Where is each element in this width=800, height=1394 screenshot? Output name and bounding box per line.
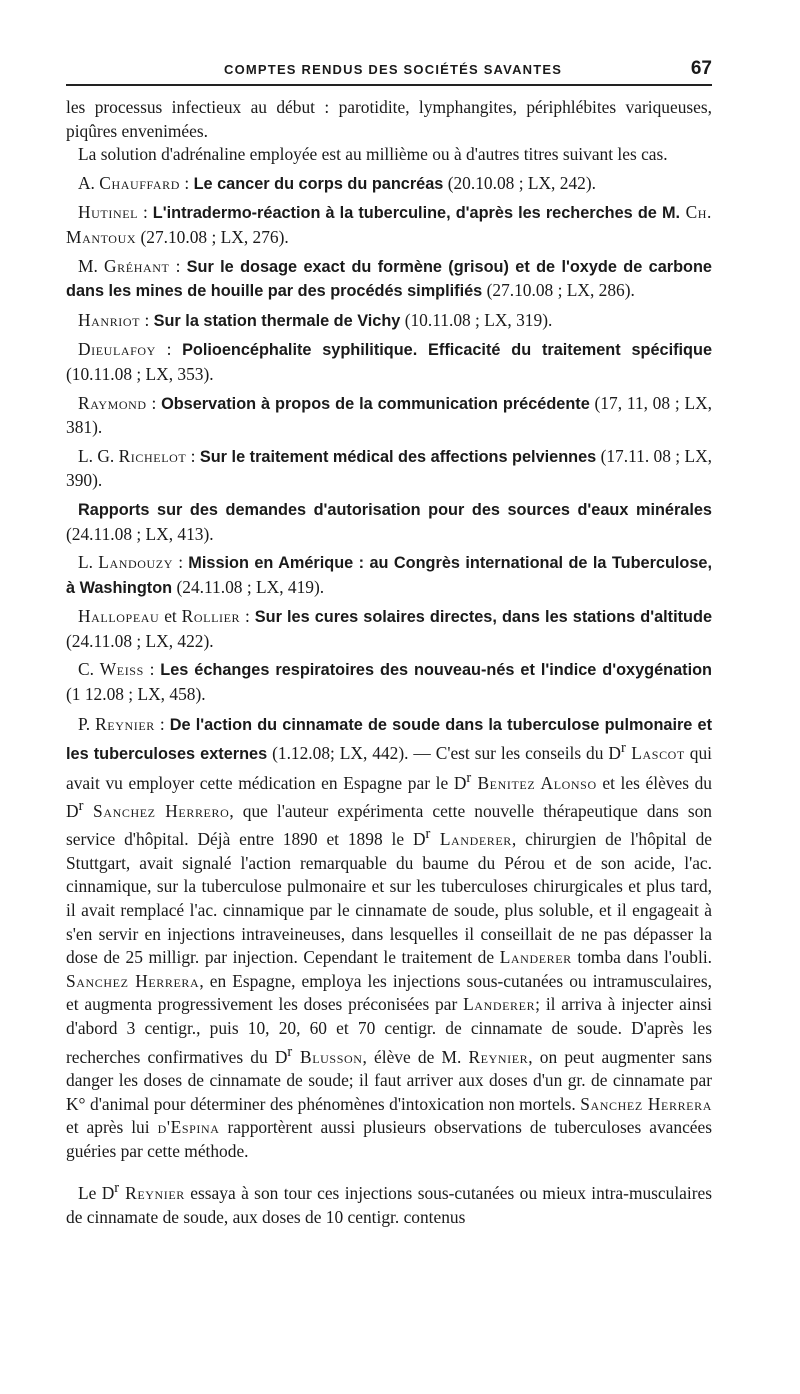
entry-title: Sur la station thermale de Vichy xyxy=(153,311,401,330)
sup: r xyxy=(620,740,626,757)
text: ; il arriva à injecter ainsi d'abord 3 centigr., puis 10, 20, 60 et 70 centigr. de cinnamate de soude. D'après les recherches confirmatives du D xyxy=(66,994,712,1067)
entry-mid: et xyxy=(159,606,182,627)
entry-ref: (24.11.08 ; LX, 413). xyxy=(66,523,214,544)
name: Lascot xyxy=(625,743,685,764)
entry-ref: (20.10.08 ; LX, 242). xyxy=(443,172,596,193)
text: , en Espagne, employa les injections sous-cutanées ou intramusculaires, et augmenta progressivement les doses préconisées par xyxy=(66,970,712,1015)
entry-item xyxy=(66,392,712,440)
entry-author: Gréhant xyxy=(104,255,170,276)
name: Sanchez Herrera xyxy=(66,970,200,991)
entry-sep: : xyxy=(140,309,154,330)
entry-ref: (10.11.08 ; LX, 319). xyxy=(400,309,553,330)
name: Benitez Alonso xyxy=(471,772,597,793)
entry-item xyxy=(66,255,712,304)
text: Le D xyxy=(78,1183,115,1204)
entry-sep: : xyxy=(240,606,255,627)
running-head: COMPTES RENDUS DES SOCIÉTÉS SAVANTES xyxy=(224,62,563,77)
text: , élève de M. xyxy=(362,1046,469,1067)
entry-ref: (1.12.08; LX, 442). xyxy=(267,743,409,764)
name: Reynier xyxy=(468,1046,529,1067)
entry-ref: (27.10.08 ; LX, 286). xyxy=(482,280,635,301)
sup: r xyxy=(78,798,84,815)
last-paragraph xyxy=(66,1177,712,1229)
entry-author: Chauffard xyxy=(99,172,181,193)
entry-author: Hallopeau xyxy=(78,606,160,627)
entry-item xyxy=(66,309,712,334)
entry-prefix: M. xyxy=(78,255,104,276)
entry-ref: (17.11. 08 ; LX, 390). xyxy=(66,445,713,491)
entry-sep: : xyxy=(138,202,153,223)
entry-title: Rapports sur des demandes d'autorisation pour des sources d'eaux minérales xyxy=(78,500,712,519)
name: d'Espina xyxy=(157,1117,220,1138)
entry-title: L'intradermo-réaction à la tuberculine, d'après les recherches de M. xyxy=(152,204,681,223)
entry-title: Sur le dosage exact du formène (grisou) et de l'oxyde de carbone dans les mines de houille par des procédés simplifiés xyxy=(66,257,712,301)
entry-author: Hutinel xyxy=(78,202,139,223)
entry-author: Hanriot xyxy=(78,309,141,330)
text: et après lui xyxy=(66,1117,158,1138)
entry-sep: : xyxy=(180,172,194,193)
name: Reynier xyxy=(119,1183,185,1204)
text: , que l'auteur expérimenta cette nouvelle thérapeutique dans son service d'hôpital. Déjà entre 1890 et 1898 le D xyxy=(66,800,712,850)
entry-ref: (24.11.08 ; LX, 419). xyxy=(172,576,325,597)
entry-item xyxy=(66,551,712,600)
entry-title: Le cancer du corps du pancréas xyxy=(193,174,444,193)
entry-author: Reynier xyxy=(95,713,155,734)
document-page xyxy=(66,40,712,1229)
text: essaya à son tour ces injections sous-cutanées ou mieux intra-musculaires de cinnamate de soude, aux doses de 10 centigr. contenus xyxy=(66,1183,713,1227)
entry-ref: (17, 11, 08 ; LX, 381). xyxy=(66,392,712,438)
entry-sep: : xyxy=(143,659,161,680)
entry-prefix: A. xyxy=(78,172,100,193)
entry-title: Observation à propos de la communication précédente xyxy=(161,394,590,413)
name: Landerer xyxy=(499,947,572,968)
entry-title: Sur les cures solaires directes, dans les stations d'altitude xyxy=(254,608,712,627)
entry-list xyxy=(66,172,712,707)
reynier-entry xyxy=(66,713,712,1164)
entry-item xyxy=(66,201,712,249)
entry-sep: : xyxy=(172,552,189,573)
entry-item xyxy=(66,445,712,493)
entry-author: Raymond xyxy=(78,392,147,413)
sup: r xyxy=(287,1043,293,1060)
text: qui avait vu employer cette médication en Espagne par le D xyxy=(66,743,713,793)
entry-prefix: P. xyxy=(78,713,96,734)
entry-title: Sur le traitement médical des affections pelviennes xyxy=(199,447,597,466)
entry-sep: : xyxy=(155,339,183,360)
text: — C'est sur les conseils du D xyxy=(408,743,621,764)
text: tomba dans l'oubli. xyxy=(571,947,712,968)
entry-item xyxy=(66,605,712,653)
intro-paragraph-2: La solution d'adrénaline employée est au millième ou à d'autres titres suivant les cas. xyxy=(78,144,668,165)
text: , chirurgien de l'hôpital de Stuttgart, avait signalé l'action remarquable du baume du Pérou et de son acide, l'ac. cinnamique, sur la tuberculose pulmonaire et sur les tuberculoses chirurgicales et plus tard, il avait remplacé l'ac. cinnamique par le cinnamate de soude, plus soluble, et il engageait à s'en servir en injections intraveineuses, dans lesquelles il conseillait de ne pas dépasser la dose de 25 milligr. par injection. Cependant le traitement de xyxy=(66,829,712,968)
entry-ref: (24.11.08 ; LX, 422). xyxy=(66,630,214,651)
name: Sanchez Herrera xyxy=(580,1093,712,1114)
entry-author: Richelot xyxy=(118,445,187,466)
text: , on peut augmenter sans danger les doses de cinnamate de soude; il faut arriver aux doses d'un gr. de cinnamate par K° d'animal pour déterminer des phénomènes d'intoxication non mortels. xyxy=(66,1046,712,1114)
entry-author2: Rollier xyxy=(181,606,241,627)
sup: r xyxy=(425,826,431,843)
entry-prefix: L. xyxy=(78,552,99,573)
entry-title: Mission en Amérique : au Congrès international de la Tuberculose, à Washington xyxy=(66,554,713,597)
entry-item xyxy=(66,172,712,197)
name: Landerer xyxy=(430,829,512,850)
entry-sep: : xyxy=(154,713,170,734)
page-header xyxy=(66,40,712,84)
intro-paragraph-1: les processus infectieux au début : parotidite, lymphangites, périphlébites variqueuses, piqûres envenimées. xyxy=(66,97,712,141)
entry-author: Landouzy xyxy=(98,552,173,573)
sup: r xyxy=(114,1180,120,1197)
page-number: 67 xyxy=(690,58,712,79)
header-rule xyxy=(66,84,712,86)
entry-author: Dieulafoy xyxy=(78,339,156,360)
entry-item xyxy=(66,338,712,386)
name: Landerer xyxy=(463,994,536,1015)
name: Blusson xyxy=(292,1046,363,1067)
entry-item xyxy=(66,498,712,546)
entry-prefix: C. xyxy=(78,659,100,680)
sup: r xyxy=(466,769,472,786)
entry-ref: (27.10.08 ; LX, 276). xyxy=(136,226,289,247)
entry-title: Les échanges respiratoires des nouveau-nés et l'indice d'oxygénation xyxy=(160,661,713,680)
entry-sep: : xyxy=(186,445,200,466)
entry-title: Polioencéphalite syphilitique. Efficacité du traitement spécifique xyxy=(182,341,712,360)
text: et les élèves du D xyxy=(66,772,713,821)
entry-sep: : xyxy=(146,392,162,413)
entry-mid-author: Ch. Mantoux xyxy=(66,202,712,247)
entry-ref: (10.11.08 ; LX, 353). xyxy=(66,363,214,384)
entry-sep: : xyxy=(169,255,187,276)
entry-ref: (1 12.08 ; LX, 458). xyxy=(66,684,206,705)
name: Sanchez Herrero xyxy=(83,800,230,821)
text: rapportèrent aussi plusieurs observations de tuberculoses avancées guéries par cette méthode. xyxy=(66,1117,712,1161)
entry-title: De l'action du cinnamate de soude dans la tuberculose pulmonaire et les tuberculoses externes xyxy=(66,715,713,764)
entry-author: Weiss xyxy=(99,659,144,680)
entry-item xyxy=(66,658,712,706)
entry-prefix: L. G. xyxy=(78,445,119,466)
